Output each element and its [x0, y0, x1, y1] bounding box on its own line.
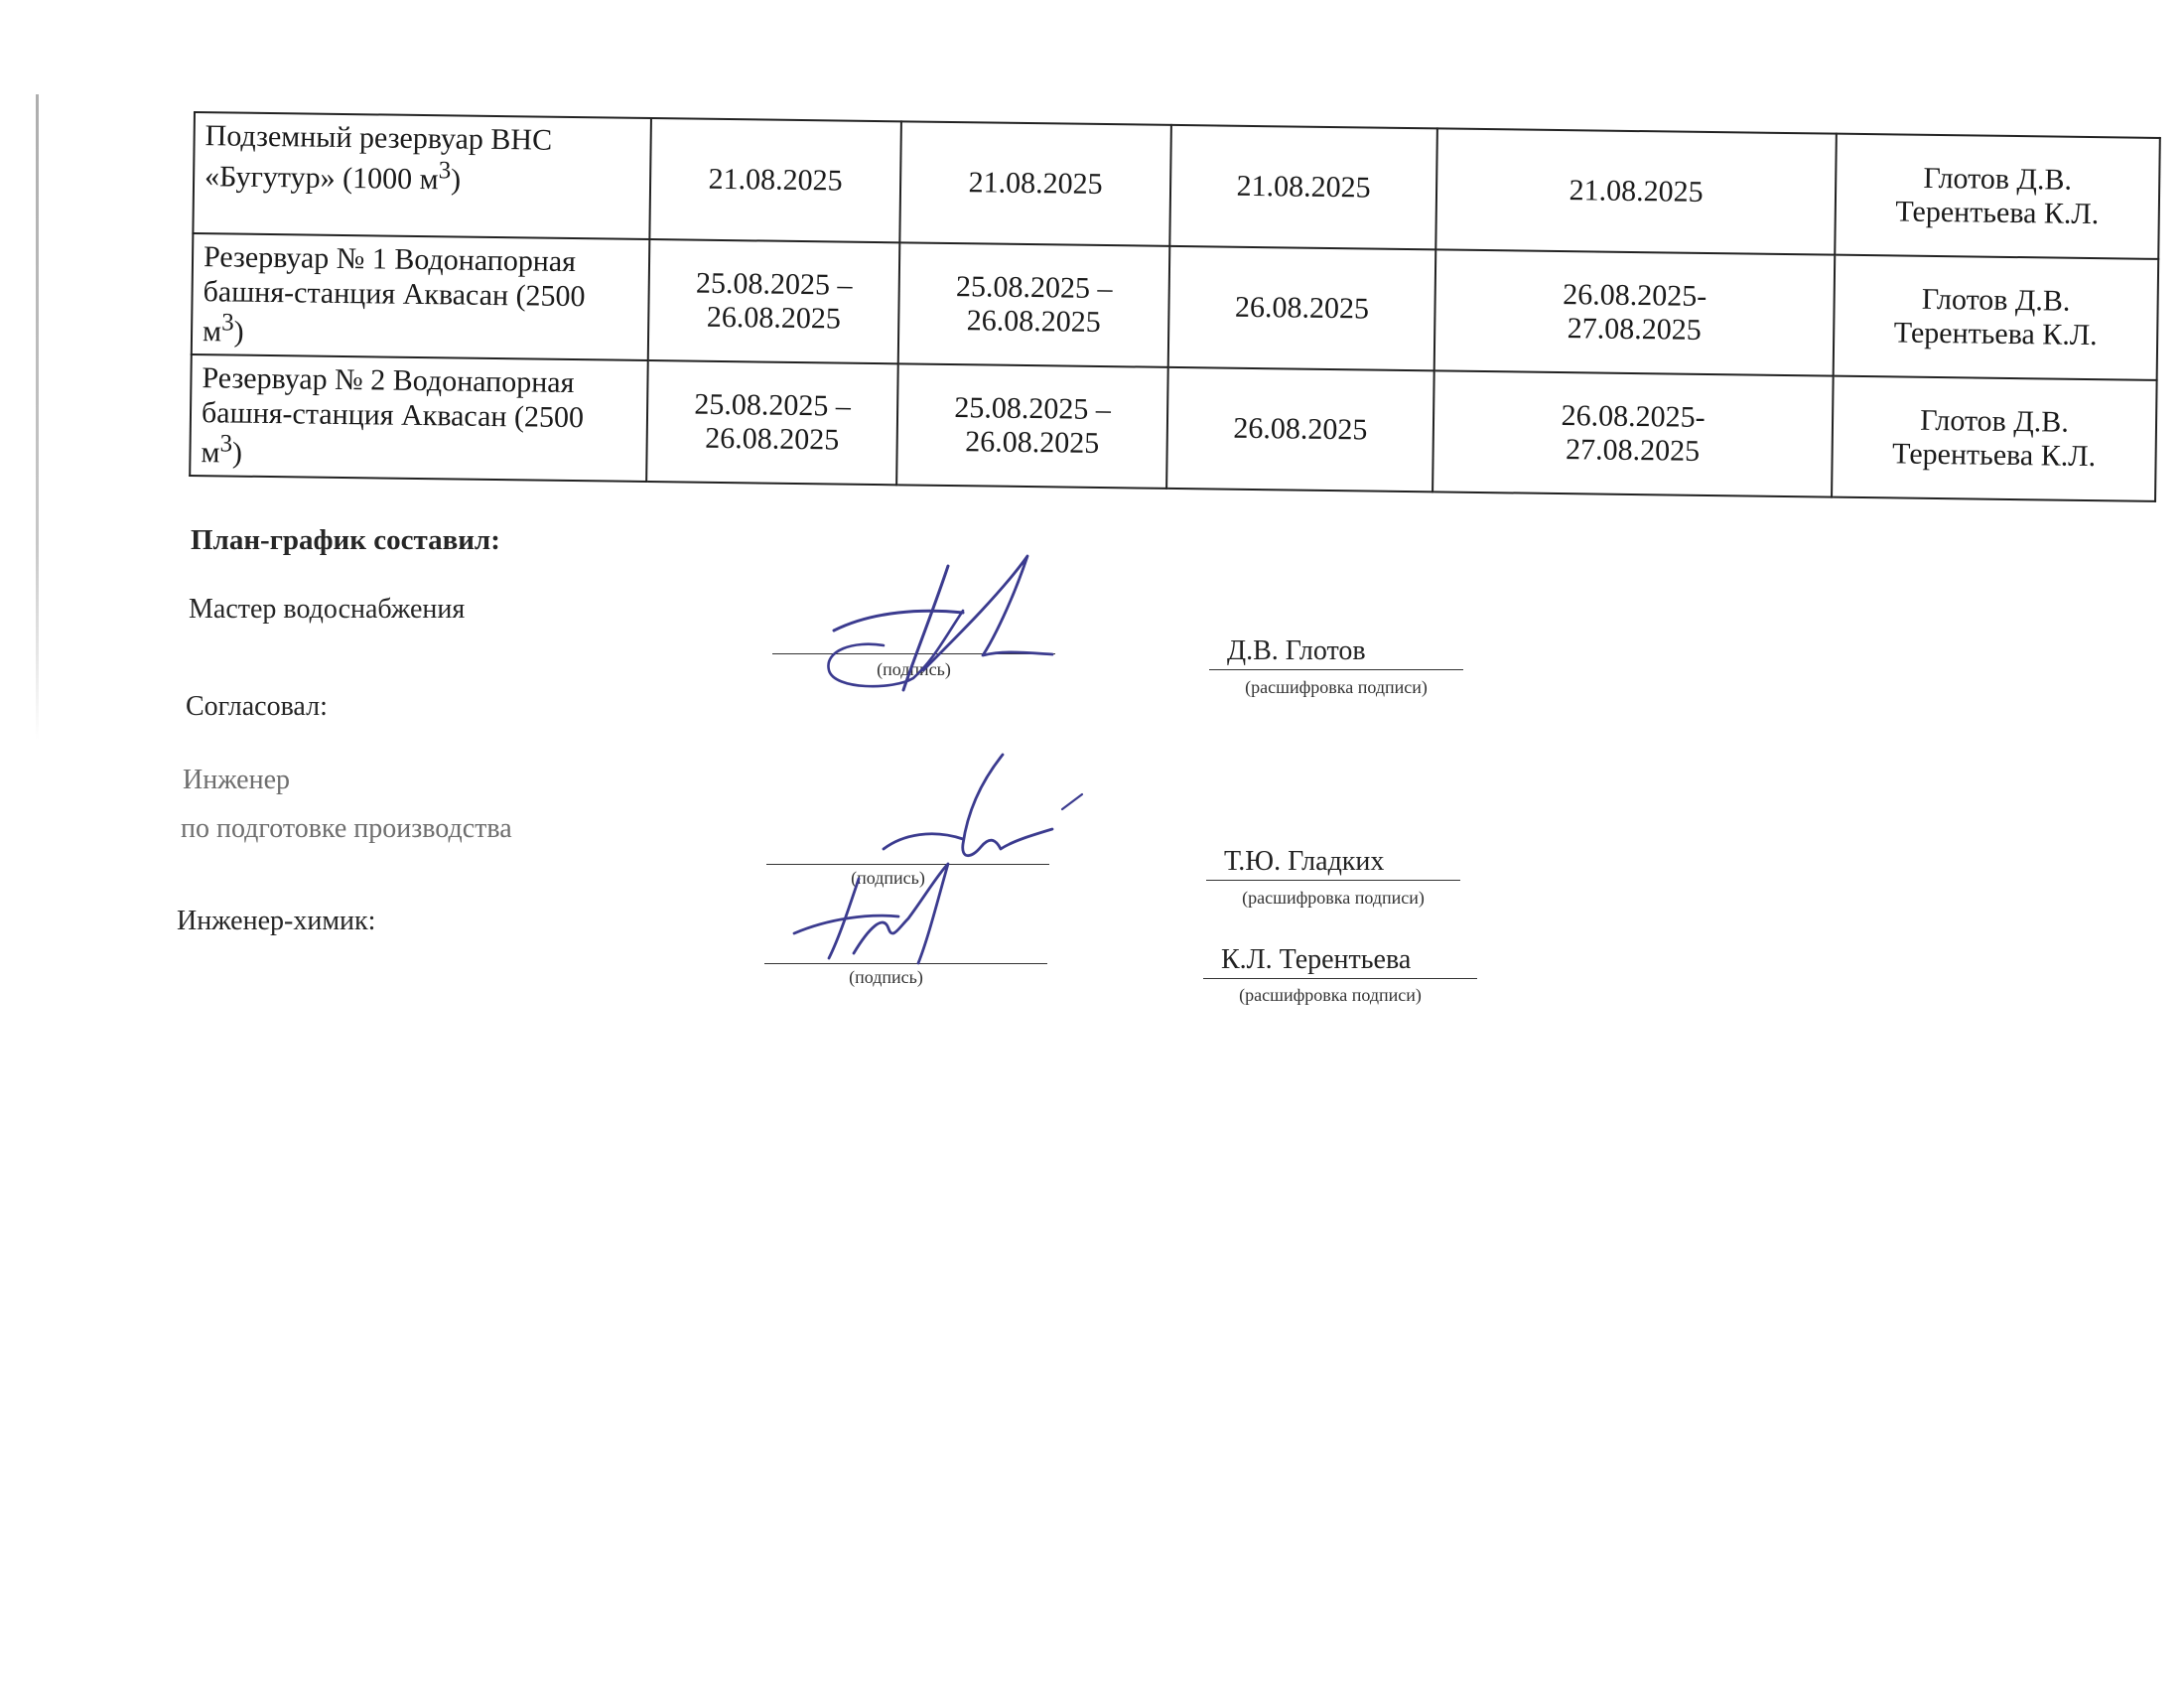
- object-text: башня-станция Аквасан (2500: [201, 395, 585, 434]
- object-cell: [192, 233, 650, 360]
- object-text: ): [231, 436, 243, 470]
- object-sup: 3: [221, 309, 234, 337]
- date-cell: [1434, 249, 1836, 375]
- date-text: 25.08.2025 –: [954, 390, 1112, 426]
- date-text: 26.08.2025-: [1561, 398, 1706, 434]
- date-text: 26.08.2025: [705, 421, 840, 457]
- date-text: 26.08.2025: [706, 300, 842, 336]
- date-text: 26.08.2025: [966, 304, 1102, 339]
- responsible-text: Терентьева К.Л.: [1893, 316, 2098, 352]
- date-text: 27.08.2025: [1565, 433, 1701, 468]
- object-sup: 3: [219, 430, 233, 458]
- date-cell: 26.08.2025: [1168, 246, 1436, 370]
- agreed-heading: Согласовал:: [186, 691, 328, 722]
- responsible-cell: [1832, 376, 2157, 501]
- object-text: «Бугутур» (1000 м: [204, 159, 439, 196]
- table-row: [190, 354, 2156, 501]
- master-name: Д.В. Глотов: [1209, 635, 1463, 670]
- chemist-name: К.Л. Терентьева: [1203, 944, 1477, 979]
- object-text: м: [202, 315, 222, 349]
- date-cell: [646, 360, 898, 485]
- decode-caption: (расшифровка подписи): [1242, 888, 1425, 908]
- responsible-text: Глотов Д.В.: [1921, 282, 2071, 318]
- date-text: 26.08.2025-: [1562, 277, 1707, 313]
- object-text: башня-станция Аквасан (2500: [203, 274, 586, 313]
- master-role: Мастер водоснабжения: [189, 594, 466, 625]
- object-text: Подземный резервуар ВНС: [205, 119, 553, 157]
- date-cell: 21.08.2025: [1435, 128, 1837, 254]
- decode-caption: (расшифровка подписи): [1245, 677, 1428, 697]
- date-cell: 21.08.2025: [1169, 125, 1437, 249]
- responsible-text: Глотов Д.В.: [1923, 161, 2073, 197]
- date-text: 25.08.2025 –: [695, 266, 853, 302]
- master-signature-icon: [814, 551, 1072, 700]
- object-text: Резервуар № 2 Водонапорная: [202, 361, 575, 400]
- responsible-text: Терентьева К.Л.: [1895, 195, 2100, 231]
- scan-margin-shadow: [36, 94, 39, 740]
- object-sup: 3: [438, 156, 452, 184]
- date-cell: 21.08.2025: [649, 118, 901, 242]
- chemist-signature-icon: [789, 859, 968, 978]
- object-text: м: [201, 436, 220, 470]
- date-cell: [1433, 370, 1834, 496]
- signature-caption: (подпись): [877, 659, 951, 679]
- date-text: 25.08.2025 –: [955, 269, 1113, 305]
- date-cell: [898, 242, 1170, 367]
- compiled-heading: План-график составил:: [191, 524, 500, 556]
- object-cell: [193, 112, 651, 239]
- schedule-table: [189, 111, 2161, 502]
- date-text: 25.08.2025 –: [694, 387, 852, 423]
- object-cell: [190, 354, 648, 482]
- responsible-text: Глотов Д.В.: [1920, 403, 2070, 439]
- date-cell: 21.08.2025: [899, 121, 1171, 246]
- date-cell: [648, 239, 900, 363]
- engineer-role-line2: по подготовке производства: [181, 813, 512, 844]
- date-text: 26.08.2025: [964, 425, 1100, 460]
- engineer-role-line1: Инженер: [183, 765, 291, 795]
- engineer-name: Т.Ю. Гладких: [1206, 846, 1460, 881]
- signature-caption: (подпись): [851, 868, 925, 888]
- date-cell: [896, 363, 1168, 489]
- schedule-table-wrapper: [189, 111, 2159, 502]
- chemist-role: Инженер-химик:: [177, 906, 376, 936]
- date-text: 27.08.2025: [1567, 312, 1702, 347]
- responsible-cell: [1835, 134, 2160, 259]
- responsible-cell: [1834, 255, 2159, 380]
- object-text: ): [450, 162, 462, 197]
- signature-caption: (подпись): [849, 967, 923, 987]
- date-cell: 26.08.2025: [1166, 367, 1434, 492]
- object-text: ): [233, 315, 244, 349]
- object-text: Резервуар № 1 Водонапорная: [203, 240, 577, 279]
- responsible-text: Терентьева К.Л.: [1891, 437, 2097, 474]
- decode-caption: (расшифровка подписи): [1239, 985, 1422, 1005]
